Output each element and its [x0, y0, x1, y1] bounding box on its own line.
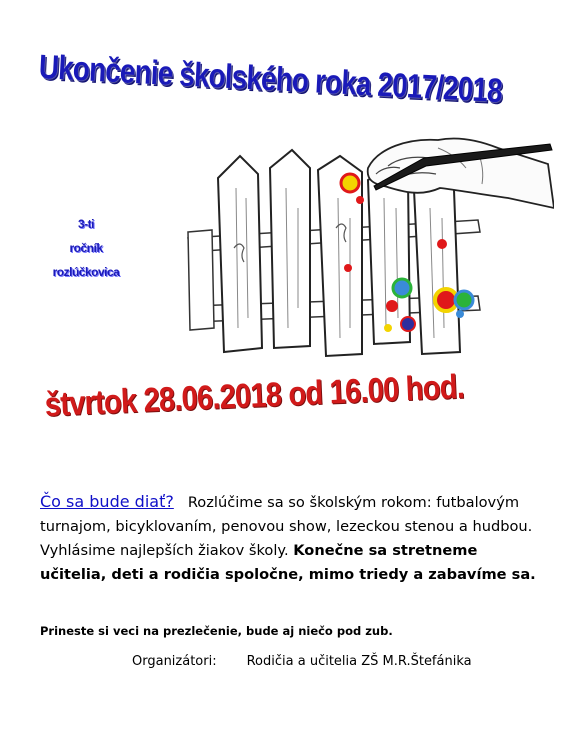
hand-drawing-fence-illustration: [178, 128, 554, 368]
event-description: [40, 490, 540, 587]
organizers-value: Rodičia a učitelia ZŠ M.R.Štefánika: [246, 654, 472, 669]
grade-line-1: 3-ti: [78, 217, 94, 231]
page-title: Ukončenie školského roka 2017/2018: [38, 48, 503, 111]
grade-label: [36, 212, 136, 284]
description-text: Rozlúčime sa so školským rokom: futbalovým turnajom, bicyklovaním, penovou show, lezeckou stenou a hudbou. Vyhlásime najlepších žiakov školy.: [40, 494, 533, 559]
bring-note: Prineste si veci na prezlečenie, bude aj niečo pod zub.: [40, 624, 393, 638]
question-heading: Čo sa bude diať?: [40, 492, 174, 511]
event-date: štvrtok 28.06.2018 od 16.00 hod.: [44, 367, 465, 424]
organizers: [132, 654, 472, 669]
organizers-label: Organizátori:: [132, 654, 217, 669]
description-bold-text: Konečne sa stretneme učitelia, deti a rodičia spoločne, mimo triedy a zabavíme sa.: [40, 542, 536, 583]
grade-line-2: ročník: [69, 241, 103, 255]
grade-line-3: rozlúčkovica: [52, 265, 120, 279]
